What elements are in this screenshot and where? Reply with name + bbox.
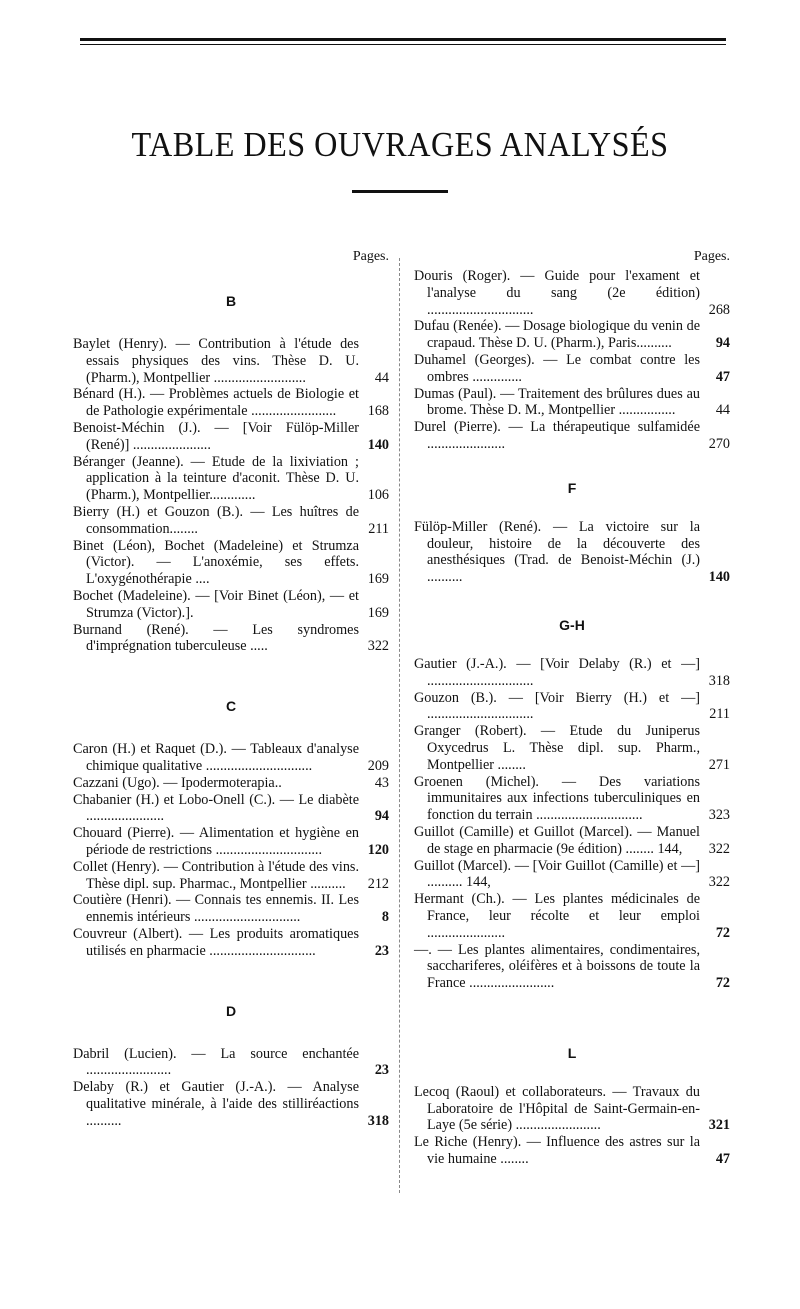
entry-page-number: 211 <box>368 520 389 537</box>
index-entry <box>73 588 389 622</box>
column-divider <box>399 258 401 1193</box>
entry-text: Durel (Pierre). — La thérapeutique sulfamidée ...................... <box>414 419 700 452</box>
entry-text: Bierry (H.) et Gouzon (B.). — Les huîtres de consommation........ <box>73 503 359 537</box>
entry-page-number: 140 <box>367 436 389 453</box>
entry-text: Dumas (Paul). — Traitement des brûlures dues au brome. Thèse D. M., Montpellier ................ <box>414 385 700 419</box>
index-entry <box>414 942 730 992</box>
entry-page-number: 268 <box>708 301 730 318</box>
index-entry <box>73 792 389 826</box>
index-entry <box>414 723 730 773</box>
entry-text: Chabanier (H.) et Lobo-Onell (C.). — Le diabète ...................... <box>73 791 359 825</box>
entry-page-number: 212 <box>367 875 389 892</box>
index-entry <box>414 774 730 824</box>
entry-text: Chouard (Pierre). — Alimentation et hygiène en période de restrictions .............................. <box>73 825 359 858</box>
index-entry <box>414 1134 730 1168</box>
section-letter: L <box>567 1044 577 1061</box>
entry-page-number: 318 <box>367 1112 389 1129</box>
entry-text: Gouzon (B.). — [Voir Bierry (H.) et —] .............................. <box>414 689 700 723</box>
entry-text: Guillot (Camille) et Guillot (Marcel). — Manuel de stage en pharmacie (9e édition) ........ 144, <box>414 823 700 857</box>
index-entry <box>414 891 730 941</box>
entry-page-number: 169 <box>367 604 389 621</box>
entry-page-number: 271 <box>708 756 730 773</box>
index-entry <box>414 268 730 318</box>
entry-page-number: 44 <box>374 369 389 386</box>
index-entry <box>73 504 389 538</box>
index-entry <box>73 825 389 859</box>
entry-page-number: 168 <box>367 403 389 420</box>
entry-text: Guillot (Marcel). — [Voir Guillot (Camille) et —] .......... 144, <box>414 857 700 891</box>
entry-text: Gautier (J.-A.). — [Voir Delaby (R.) et —] .............................. <box>414 655 700 689</box>
entry-text: Couvreur (Albert). — Les produits aromatiques utilisés en pharmacie .............................. <box>73 925 359 959</box>
page-title: TABLE DES OUVRAGES ANALYSÉS <box>131 125 669 164</box>
entry-page-number: 120 <box>367 841 389 858</box>
entry-text: Caron (H.) et Raquet (D.). — Tableaux d'analyse chimique qualitative .............................. <box>73 741 359 774</box>
index-entry <box>73 386 389 420</box>
entry-text: Hermant (Ch.). — Les plantes médicinales de France, leur récolte et leur emploi ...................... <box>414 891 700 941</box>
index-entry <box>73 1079 389 1129</box>
entry-page-number: 72 <box>715 975 730 992</box>
entry-text: Coutière (Henri). — Connais tes ennemis. II. Les ennemis intérieurs .............................. <box>73 892 359 926</box>
entry-text: Dabril (Lucien). — La source enchantée ........................ <box>73 1045 359 1079</box>
entry-page-number: 44 <box>715 402 730 419</box>
section-letter: D <box>225 1002 237 1019</box>
section-letter: F <box>567 479 577 496</box>
top-rule-thin <box>80 44 726 45</box>
entry-text: —. — Les plantes alimentaires, condimentaires, sacchariferes, oléifères et à boissons de toute la France ........................ <box>414 941 700 992</box>
entry-text: Binet (Léon), Bochet (Madeleine) et Strumza (Victor). — L'anoxémie, ses effets. L'oxygénothérapie .... <box>73 537 359 588</box>
top-rule-thick <box>80 38 726 41</box>
index-entry <box>414 318 730 352</box>
entry-page-number: 318 <box>708 672 730 689</box>
index-entry <box>73 454 389 504</box>
entry-page-number: 211 <box>709 706 730 723</box>
entry-page-number: 270 <box>708 435 730 452</box>
entry-text: Cazzani (Ugo). — Ipodermoterapia.. <box>73 774 282 791</box>
left-column <box>73 246 389 1129</box>
entry-text: Bochet (Madeleine). — [Voir Binet (Léon), — et Strumza (Victor).]. <box>73 587 359 621</box>
entry-text: Duhamel (Georges). — Le combat contre les ombres .............. <box>414 351 700 385</box>
section-letter: C <box>225 698 237 715</box>
entry-text: Douris (Roger). — Guide pour l'exament et l'analyse du sang (2e édition) .............................. <box>414 268 700 318</box>
entry-text: Béranger (Jeanne). — Etude de la lixiviation ; application à la teinture d'aconit. Thèse D. U. (Pharm.), Montpellier............. <box>73 453 359 504</box>
index-entry <box>73 420 389 454</box>
index-entry <box>414 1084 730 1134</box>
index-entry <box>73 926 389 960</box>
entry-page-number: 23 <box>374 1062 389 1079</box>
index-entry <box>73 336 389 386</box>
index-entry <box>414 386 730 420</box>
entry-page-number: 140 <box>708 569 730 586</box>
entry-page-number: 8 <box>381 909 389 926</box>
entry-page-number: 23 <box>374 942 389 959</box>
index-entry <box>73 1046 389 1080</box>
entry-page-number: 323 <box>708 807 730 824</box>
index-entry <box>73 892 389 926</box>
entry-page-number: 169 <box>367 571 389 588</box>
index-entry <box>414 858 730 892</box>
index-entry <box>73 538 389 588</box>
title-underline <box>352 190 448 193</box>
entry-text: Burnand (René). — Les syndromes d'imprégnation tuberculeuse ..... <box>73 621 359 655</box>
entry-page-number: 94 <box>715 335 730 352</box>
entry-text: Delaby (R.) et Gautier (J.-A.). — Analyse qualitative minérale, à l'aide des stilliréactions .......... <box>73 1079 359 1129</box>
pages-label-left: Pages. <box>352 249 389 264</box>
entry-page-number: 209 <box>367 757 389 774</box>
entry-page-number: 47 <box>715 1151 730 1168</box>
entry-text: Bénard (H.). — Problèmes actuels de Biologie et de Pathologie expérimentale ........................ <box>73 386 359 420</box>
entry-text: Fülöp-Miller (René). — La victoire sur la douleur, histoire de la découverte des anesthésiques (Trad. de Benoist-Méchin (J.) .......... <box>414 518 700 586</box>
entry-page-number: 322 <box>708 840 730 857</box>
index-entry <box>73 741 389 775</box>
right-column <box>414 246 730 1168</box>
entry-text: Collet (Henry). — Contribution à l'étude des vins. Thèse dipl. sup. Pharmac., Montpellier .......... <box>73 858 359 892</box>
index-entry <box>414 352 730 386</box>
entry-text: Benoist-Méchin (J.). — [Voir Fülöp-Miller (René)] ...................... <box>73 419 359 453</box>
section-letter: G-H <box>559 616 585 633</box>
index-entry <box>73 622 389 656</box>
entry-page-number: 106 <box>367 487 389 504</box>
entry-page-number: 72 <box>715 924 730 941</box>
entry-text: Granger (Robert). — Etude du Juniperus Oxycedrus L. Thèse dipl. sup. Pharm., Montpellier ........ <box>414 723 700 773</box>
index-entry <box>414 419 730 453</box>
entry-text: Le Riche (Henry). — Influence des astres sur la vie humaine ........ <box>414 1134 700 1168</box>
entry-page-number: 94 <box>374 808 389 825</box>
pages-label-right: Pages. <box>693 249 730 264</box>
section-letter: B <box>225 293 237 309</box>
index-entry <box>414 824 730 858</box>
index-entry <box>414 519 730 586</box>
index-entry <box>414 656 730 690</box>
entry-page-number: 47 <box>715 368 730 385</box>
index-entry <box>414 690 730 724</box>
index-entry <box>73 859 389 893</box>
entry-page-number: 322 <box>708 874 730 891</box>
index-entry <box>73 775 389 792</box>
entry-text: Baylet (Henry). — Contribution à l'étude des essais physiques des vins. Thèse D. U. (Pharm.), Montpellier .......................... <box>73 336 359 386</box>
entry-text: Lecoq (Raoul) et collaborateurs. — Travaux du Laboratoire de l'Hôpital de Saint-Germain-en-Laye (5e série) ........................ <box>414 1083 700 1134</box>
entry-page-number: 322 <box>367 638 389 655</box>
entry-text: Groenen (Michel). — Des variations immunitaires aux infections tuberculiniques en fonction du terrain .............................. <box>414 773 700 824</box>
entry-page-number: 321 <box>708 1117 730 1134</box>
entry-text: Dufau (Renée). — Dosage biologique du venin de crapaud. Thèse D. U. (Pharm.), Paris.......... <box>414 318 700 352</box>
entry-page-number: 43 <box>374 774 389 791</box>
